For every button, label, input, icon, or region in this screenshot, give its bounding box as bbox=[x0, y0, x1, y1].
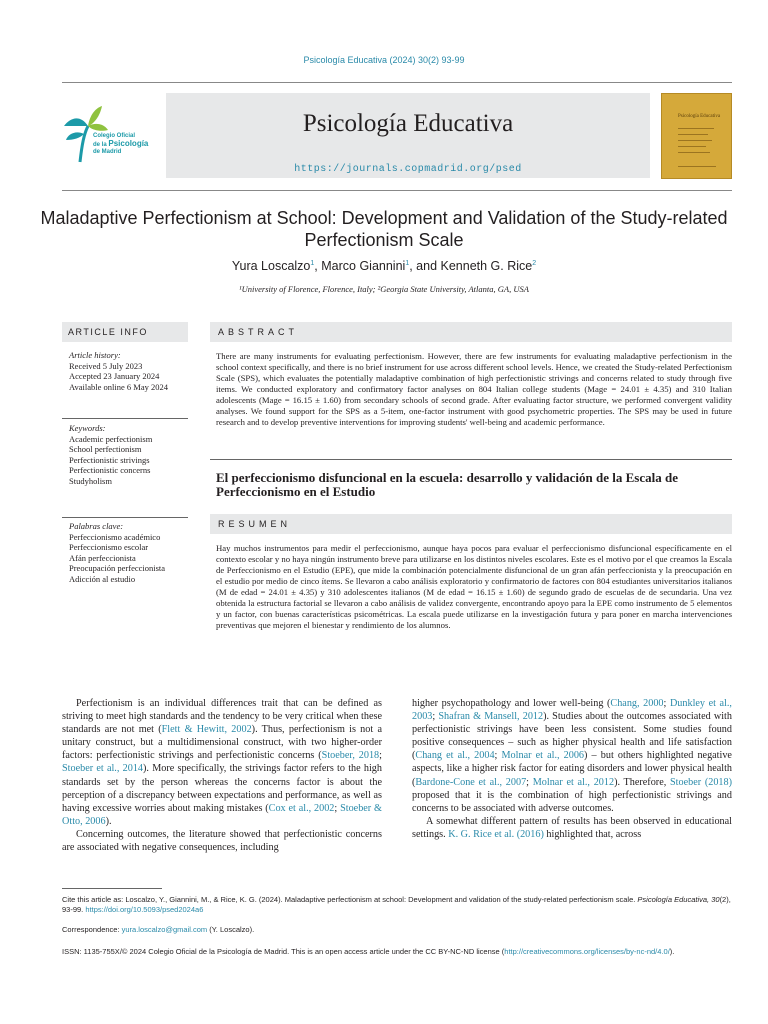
resumen-heading: RESUMEN bbox=[210, 514, 732, 534]
citation-link[interactable]: Chang, 2000 bbox=[610, 698, 664, 709]
citation-link[interactable]: Molnar et al., 2006 bbox=[501, 750, 585, 762]
divider bbox=[62, 517, 188, 518]
keyword: Perfeccionismo académico bbox=[69, 531, 161, 542]
body-column-left bbox=[62, 697, 382, 854]
citation-link[interactable]: Molnar et al., 2012 bbox=[532, 776, 615, 788]
citation-link[interactable]: Stoeber et al., 2014 bbox=[62, 763, 144, 775]
citation-link[interactable]: Bardone-Cone et al., 2007 bbox=[415, 776, 527, 788]
header-top-rule bbox=[62, 82, 732, 83]
history-item: Accepted 23 January 2024 bbox=[69, 371, 160, 381]
issn-license: ISSN: 1135-755X/© 2024 Colegio Oficial de la Psicología de Madrid. This is an open access article under the CC BY-NC-ND license (http://creativecommons.org/licenses/by-nc-nd/4.0/). bbox=[62, 947, 675, 956]
history-item: Available online 6 May 2024 bbox=[69, 381, 168, 392]
spanish-title: El perfeccionismo disfuncional en la escuela: desarrollo y validación de la Escala de Perfeccionismo en el Estudio bbox=[216, 470, 678, 499]
citation-link[interactable]: Stoeber & Otto, 2006 bbox=[62, 802, 382, 827]
footnote-rule bbox=[62, 888, 162, 889]
keyword: School perfectionism bbox=[69, 444, 142, 454]
header-bottom-rule bbox=[62, 190, 732, 191]
divider bbox=[210, 459, 732, 460]
affiliation-marker[interactable]: 1 bbox=[405, 259, 410, 267]
author-list: Yura Loscalzo$^1$, Marco Giannini$^1$, and Kenneth G. Rice$^2$ bbox=[231, 259, 537, 273]
body-column-right bbox=[412, 697, 732, 841]
abstract-text: There are many instruments for evaluating perfectionism. However, there are few instruments for evaluating maladaptive perfectionism in the school context specifically, and there is no brief instrument for use across different school levels. Hence, we created the Study-related Perfectionism Scale (SPS), which evaluates the potentially maladaptive combination of high perfectionistic strivings and concerns related to study through five items. We conducted exploratory and confirmatory factor analyses on 804 Italian college students (Mage = 24.01 ± 4.35) and 310 Italian adolescents (Mage = 16.15 ± 1.60) from secondary schools of second grade. After evaluating factor structure, we performed convergent validity analyses. We found support for the SPS as a 5-item, one-factor instrument with good psychometric properties. The SPS may be used in future research and to develop preventive interventions for improving students' well-being and academic performance. bbox=[216, 351, 732, 427]
affiliation-marker[interactable]: 2 bbox=[532, 259, 537, 267]
keyword: Afán perfeccionista bbox=[69, 552, 136, 563]
author-name: Yura Loscalzo bbox=[231, 259, 311, 273]
author-name: Marco Giannini bbox=[321, 259, 406, 273]
citation-link[interactable]: Stoeber (2018) bbox=[669, 776, 732, 788]
article-history: Article history: Received 5 July 2023 Accepted 23 January 2024 Available online 6 May 2024 bbox=[69, 350, 188, 392]
citation-link[interactable]: Shafran & Mansell, 2012 bbox=[438, 711, 544, 723]
citation-link[interactable]: Dunkley et al., 2003 bbox=[412, 698, 732, 723]
divider bbox=[62, 418, 188, 419]
paragraph: Perfectionism is an individual differences trait that can be defined as striving to meet high standards and the tendency to be very critical when these standards are not met (Flett & Hewitt, 2002). Thus, perfectionism is not a unitary construct, but a multidimensional construct, with two higher-order factors: perfectionistic strivings and perfectionistic concerns (Stoeber, 2018; Stoeber et al., 2014). More specifically, the strivings factor refers to the high standards set by the person whereas the concerns factor is about the perception of a discrepancy between expectations and performance, as well as having excessive worries about making mistakes (Cox et al., 2002; Stoeber & Otto, 2006). bbox=[62, 698, 382, 827]
license-link[interactable]: http://creativecommons.org/licenses/by-nc-nd/4.0/ bbox=[504, 947, 670, 956]
history-item: Received 5 July 2023 bbox=[69, 360, 143, 371]
keyword: Preocupación perfeccionista bbox=[69, 563, 166, 573]
email-link[interactable]: yura.loscalzo@gmail.com bbox=[121, 925, 208, 934]
keywords-list: Keywords: Academic perfectionism School perfectionism Perfectionistic strivings Perfectionistic concerns Studyholism bbox=[69, 423, 188, 486]
affiliations: ¹University of Florence, Florence, Italy; ²Georgia State University, Atlanta, GA, USA bbox=[239, 284, 529, 294]
abstract-heading: ABSTRACT bbox=[210, 322, 732, 342]
keyword: Academic perfectionism bbox=[69, 433, 153, 444]
article-title: Maladaptive Perfectionism at School: Development and Validation of the Study-related Perfectionism Scale bbox=[40, 208, 728, 250]
journal-title: Psicología Educativa bbox=[302, 110, 514, 137]
keyword: Perfeccionismo escolar bbox=[69, 542, 149, 552]
logo-wordmark: Colegio Oficial de la Psicología de Madrid bbox=[93, 133, 149, 155]
resumen-text: Hay muchos instrumentos para medir el perfeccionismo, aunque haya pocos para evaluar el perfeccionismo disfuncional específicamente en el contexto escolar y no haya ningún instrumento breve para utilizarse en los distintos niveles escolares. Este es el motivo por el que creamos la Escala de Perfeccionismo en el Estudio (EPE), que mide la combinación potencialmente disfuncional de un gran afán perfeccionista y la preocupación en el estudio por medio de cinco ítems. Se llevaron a cabo análisis exploratorio y confirmatorio de factores con 804 estudiantes universitarios italianos (M de edad = 24.01 ± 4.35) y 310 adolescentes italianos (M de edad = 16.15 ± 1.60) de segundo grado de escuelas de de secundaria. Una vez obtenida la estructura factorial se llevaron a cabo análisis de validez convergente, encontrando apoyo para la EPE como instrumento de 5 elementos y un factor, con buenas características psicométricas. La escala puede utilizarse en la investigación futura y para poner en marcha intervenciones preventivas que mejoren el bienestar y rendimiento de los alumnos. bbox=[216, 543, 732, 630]
paragraph: higher psychopathology and lower well-being (Chang, 2000; Dunkley et al., 2003; Shafran & Mansell, 2012). Studies about the outcomes associated with perfectionistic strivings have been less consistent. Some studies found positive consequences – such as higher physical health and life satisfaction (Chang et al., 2004; Molnar et al., 2006) – but others highlighted negative aspects, like a higher risk factor for eating disorders and lower physical health (Bardone-Cone et al., 2007; Molnar et al., 2012). Therefore, Stoeber (2018) proposed that it is the combination of high perfectionistic strivings and concerns to be associated with adverse outcomes. bbox=[412, 698, 732, 814]
keyword: Adicción al estudio bbox=[69, 573, 136, 584]
paragraph: Concerning outcomes, the literature showed that perfectionistic concerns are associated with negative consequences, including bbox=[62, 828, 382, 854]
cite-as: Cite this article as: Loscalzo, Y., Giannini, M., & Rice, K. G. (2024). Maladaptive perfectionism at school: Development and validation of the study-related perfectionism scale. Psicología Educativa, 30(2), 93-99. https://doi.org/10.5093/psed2024a6 bbox=[62, 895, 731, 914]
keyword: Perfectionistic concerns bbox=[69, 465, 151, 475]
doi-link[interactable]: https://doi.org/10.5093/psed2024a6 bbox=[85, 905, 204, 914]
journal-reference: Psicología Educativa (2024) 30(2) 93-99 bbox=[303, 55, 465, 65]
citation-link[interactable]: Cox et al., 2002 bbox=[268, 802, 335, 814]
palabras-clave-list: Palabras clave: Perfeccionismo académico Perfeccionismo escolar Afán perfeccionista Preocupación perfeccionista Adicción al estudio bbox=[69, 521, 188, 584]
article-info-heading: ARTICLE INFO bbox=[62, 322, 188, 342]
author-name: Kenneth G. Rice bbox=[440, 259, 533, 273]
journal-url-link[interactable]: https://journals.copmadrid.org/psed bbox=[294, 164, 522, 175]
citation-link[interactable]: Chang et al., 2004 bbox=[415, 750, 495, 762]
paragraph: A somewhat different pattern of results has been observed in educational settings. K. G. Rice et al. (2016) highlighted that, across bbox=[412, 815, 732, 840]
affiliation-marker[interactable]: 1 bbox=[310, 259, 315, 267]
keyword: Studyholism bbox=[69, 475, 112, 486]
journal-cover-thumbnail: Psicología Educativa bbox=[661, 93, 732, 179]
citation-link[interactable]: K. G. Rice et al. (2016) bbox=[448, 828, 544, 840]
correspondence: Correspondence: yura.loscalzo@gmail.com (Y. Loscalzo). bbox=[62, 925, 255, 934]
keyword: Perfectionistic strivings bbox=[69, 454, 150, 465]
citation-link[interactable]: Flett & Hewitt, 2002 bbox=[161, 724, 252, 736]
citation-link[interactable]: Stoeber, 2018 bbox=[321, 750, 380, 762]
